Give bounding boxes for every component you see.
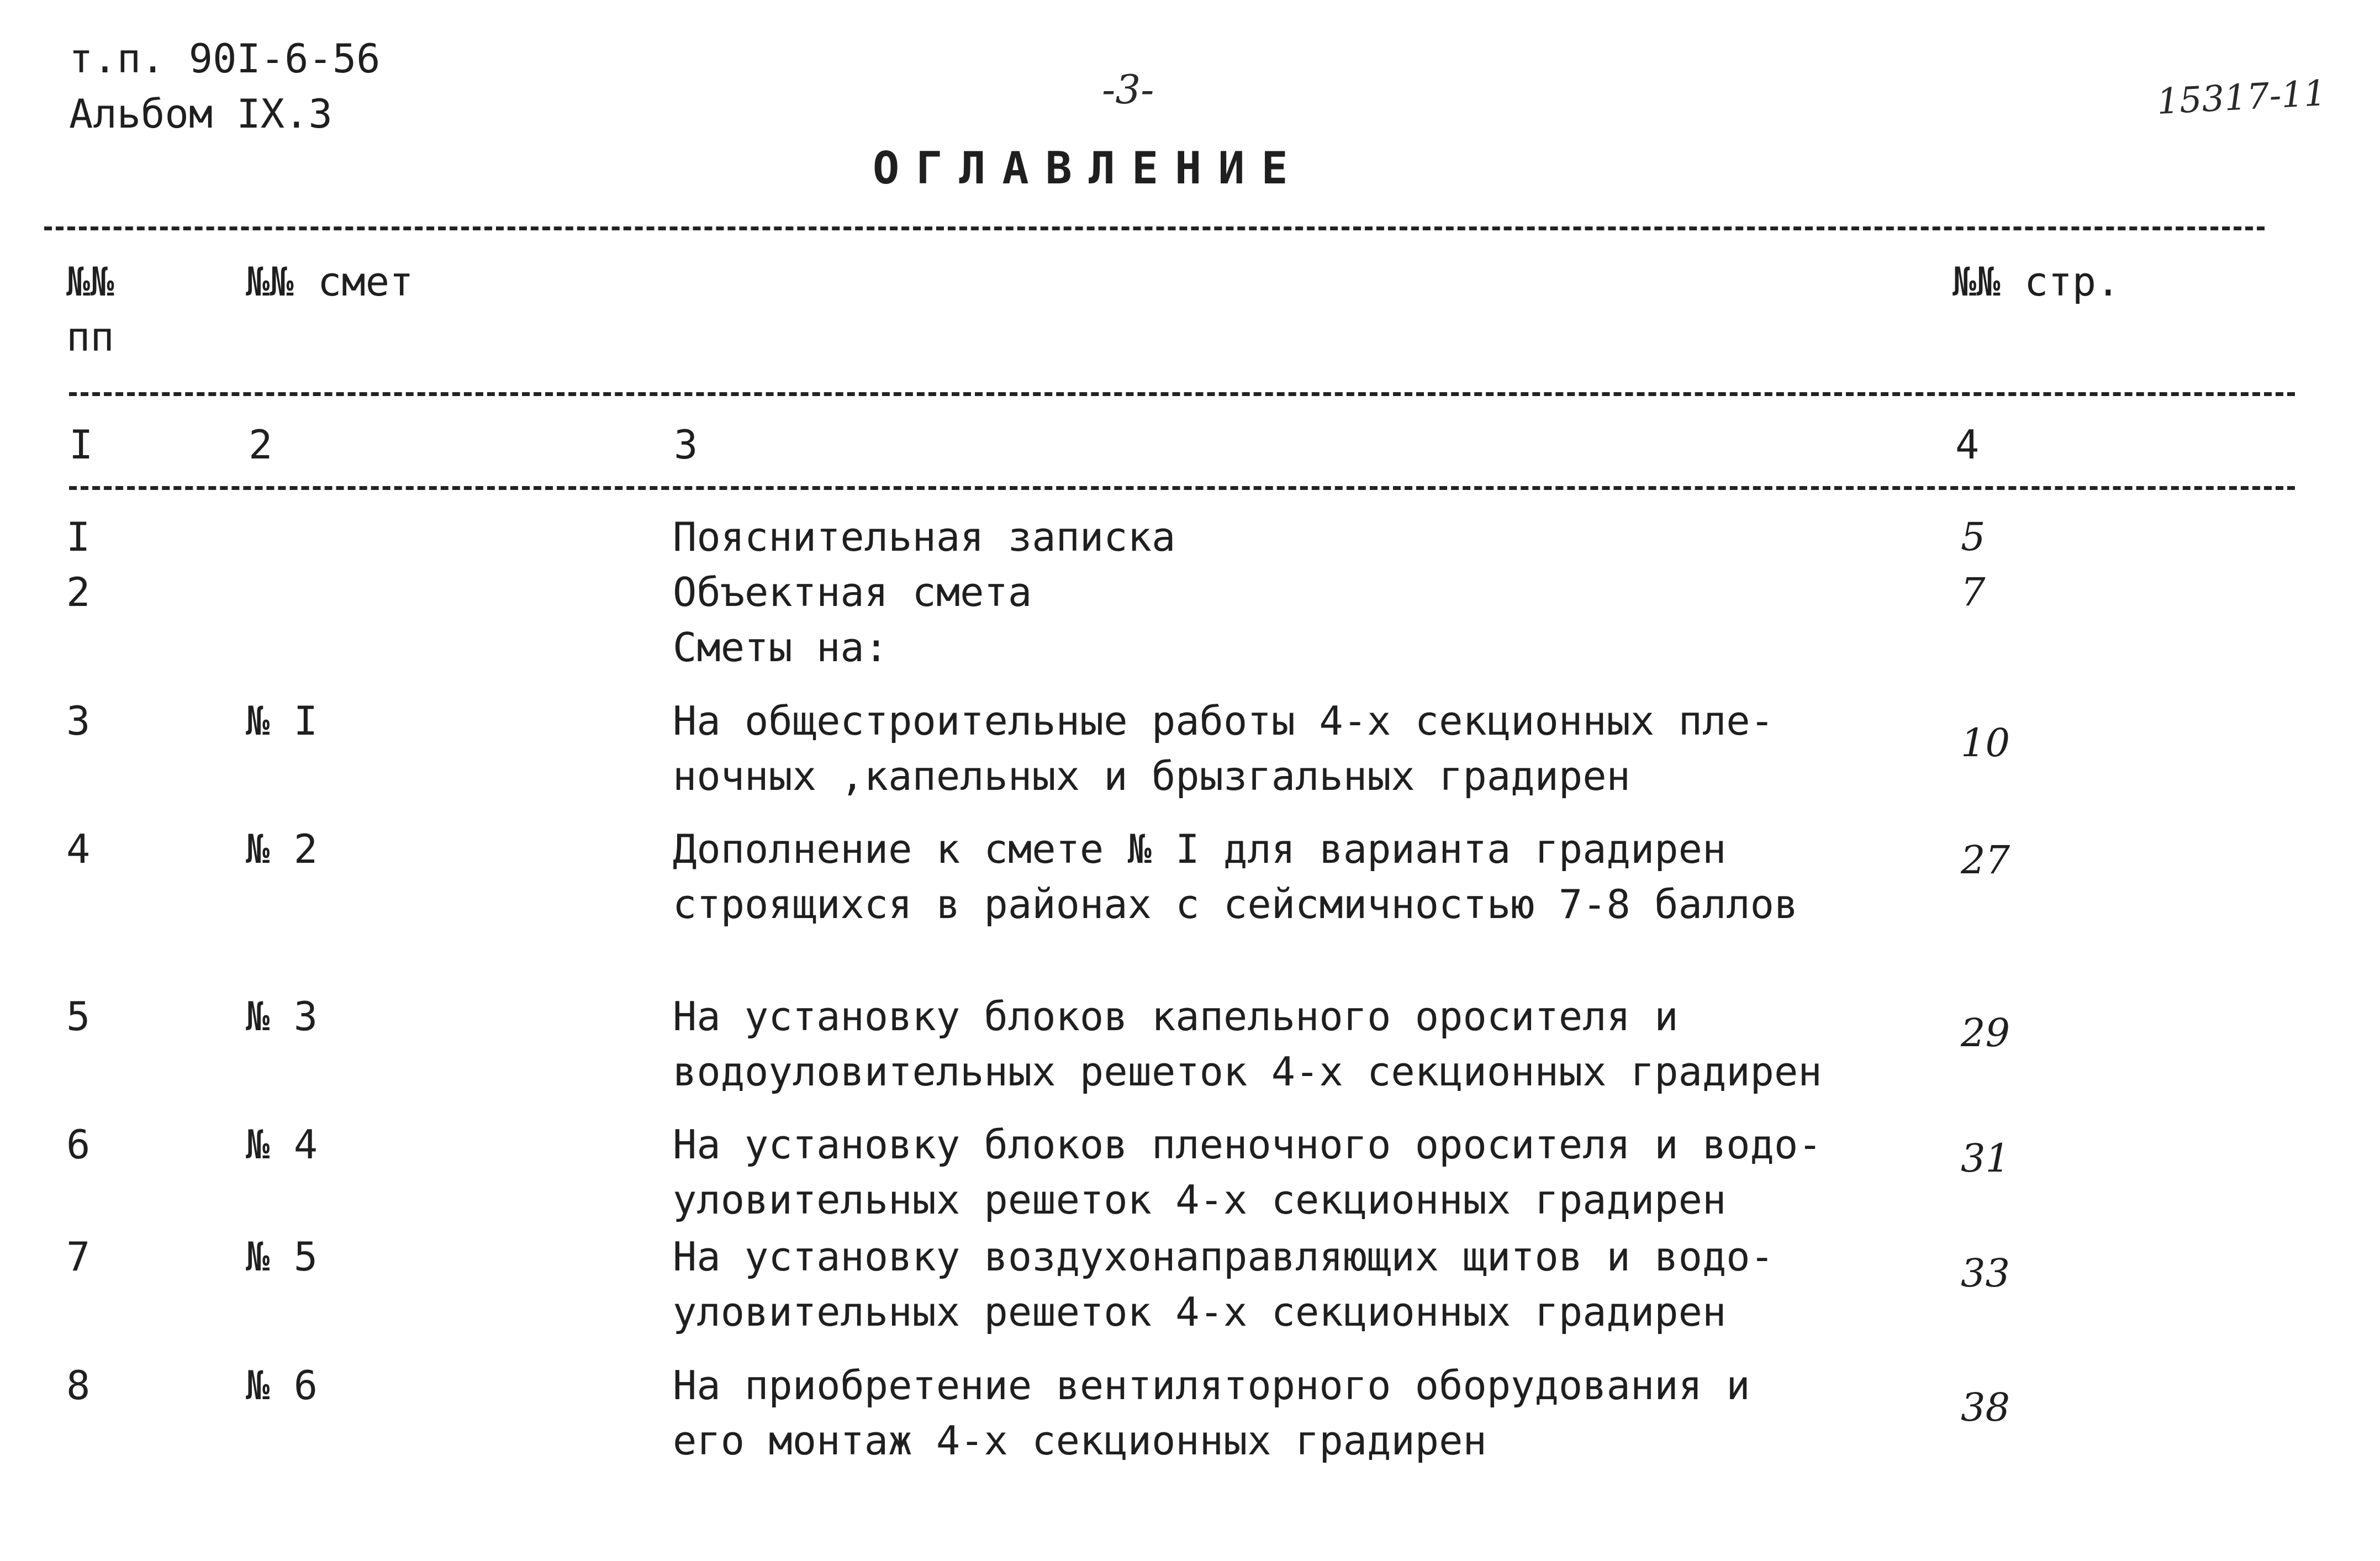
row-page: 29	[1961, 1010, 2010, 1056]
row-description-line: ночных ,капельных и брызгальных градирен	[673, 753, 1630, 799]
row-num: 7	[66, 1233, 91, 1280]
row-page: 38	[1961, 1385, 2010, 1430]
col-smeta-label: №№ смет	[246, 259, 414, 305]
col-num-label: №№	[66, 259, 114, 305]
row-description	[673, 565, 1032, 620]
row-page: 27	[1961, 837, 2010, 883]
row-description-line: строящихся в районах с сейсмичностью 7-8 баллов	[673, 881, 1798, 927]
row-description	[673, 1117, 1822, 1227]
row-description-line: На установку блоков капельного оросителя и	[673, 993, 1679, 1040]
album-label: Альбом IX.3	[69, 91, 333, 137]
row-description	[673, 620, 888, 675]
row-description-line: Сметы на:	[673, 624, 889, 671]
row-smeta: № 2	[246, 826, 318, 872]
row-description-line: Объектная смета	[673, 569, 1032, 615]
index-col-1: I	[69, 421, 93, 468]
row-num: 4	[66, 826, 91, 872]
row-page: 10	[1961, 720, 2010, 766]
col-num-label-2: пп	[66, 314, 114, 360]
rule-index-bottom	[69, 486, 2295, 490]
row-page: 5	[1961, 514, 1986, 560]
row-num: I	[66, 514, 91, 560]
row-page: 7	[1961, 569, 1986, 615]
page-title: ОГЛАВЛЕНИЕ	[873, 143, 1305, 194]
row-page: 31	[1961, 1136, 2010, 1181]
row-description	[673, 509, 1175, 565]
row-description-line: На установку блоков пленочного оросителя и водо-	[673, 1121, 1822, 1168]
index-col-3: 3	[674, 421, 698, 468]
row-description-line: На приобретение вентиляторного оборудования и	[673, 1362, 1750, 1409]
row-smeta: № 4	[246, 1121, 318, 1168]
row-description	[673, 821, 1798, 932]
index-col-2: 2	[249, 421, 273, 468]
row-description	[673, 693, 1774, 804]
row-description-line: уловительных решеток 4-х секционных градирен	[673, 1177, 1727, 1223]
row-num: 6	[66, 1121, 91, 1168]
row-description-line: уловительных решеток 4-х секционных градирен	[673, 1289, 1727, 1335]
row-num: 3	[66, 698, 91, 744]
row-num: 2	[66, 569, 91, 615]
row-num: 8	[66, 1362, 91, 1409]
row-description-line: Пояснительная записка	[673, 514, 1176, 560]
row-description	[673, 1229, 1774, 1339]
row-smeta: № 6	[246, 1362, 318, 1409]
index-col-4: 4	[1955, 421, 1980, 468]
col-page-label: №№ стр.	[1952, 259, 2120, 305]
row-smeta: № 3	[246, 993, 318, 1040]
row-num: 5	[66, 993, 91, 1040]
rule-header-bottom	[69, 392, 2295, 396]
row-description	[673, 989, 1822, 1099]
project-code: т.п. 90I-6-56	[69, 35, 381, 82]
row-description	[673, 1358, 1750, 1468]
page-marker: -3-	[1102, 66, 1154, 113]
row-description-line: водоуловительных решеток 4-х секционных градирен	[673, 1048, 1822, 1095]
row-smeta: № I	[246, 698, 318, 744]
rule-top	[44, 226, 2265, 230]
row-description-line: его монтаж 4-х секционных градирен	[673, 1417, 1487, 1464]
row-description-line: Дополнение к смете № I для варианта градирен	[673, 826, 1727, 872]
row-description-line: На общестроительные работы 4-х секционных пле-	[673, 698, 1774, 744]
row-page: 33	[1961, 1251, 2010, 1296]
inventory-number: 15317-11	[2156, 73, 2328, 123]
row-description-line: На установку воздухонаправляющих щитов и водо-	[673, 1233, 1774, 1280]
row-smeta: № 5	[246, 1233, 318, 1280]
